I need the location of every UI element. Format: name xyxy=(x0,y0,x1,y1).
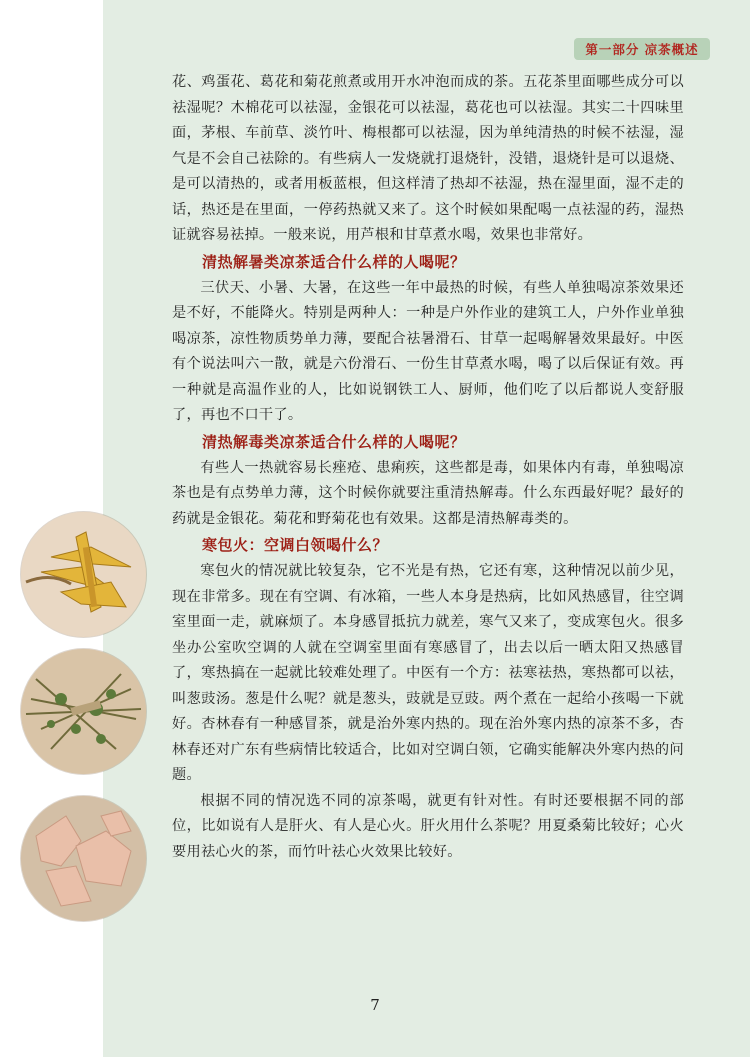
heading-heat-summer-tea: 清热解暑类凉茶适合什么样的人喝呢？ xyxy=(202,252,466,271)
heading-cold-wrap-fire: 寒包火：空调白领喝什么？ xyxy=(202,536,389,554)
paragraph-five-flower-tea: 花、鸡蛋花、葛花和菊花煎煮或用开水冲泡而成的茶。五花茶里面哪些成分可以祛湿呢？木棉花可以祛湿，金银花可以祛湿，葛花也可以祛湿。其实二十四味里面，茅根、车前草、淡竹叶、梅根都可以祛湿，因为单纯清热的时候不祛湿，湿气是不会自己祛除的。有些病人一发烧就打退烧针，没错，退烧针是可以退烧、是可以清热的，或者用板蓝根，但这样清了热却不祛湿，热在湿里面，湿不走的话，热还是在里面，一停药热就又来了。这个时候如果配喝一点祛湿的药，湿热证就容易祛掉。一般来说，用芦根和甘草煮水喝，效果也非常好。 xyxy=(172,74,684,243)
paragraph-targeted-tea: 根据不同的情况选不同的凉茶喝，就更有针对性。有时还要根据不同的部位，比如说有人是肝火、有人是心火。肝火用什么茶呢？用夏桑菊比较好；心火要用祛心火的茶，而竹叶祛心火效果比较好。 xyxy=(172,792,684,860)
paragraph-summer-heat: 三伏天、小暑、大暑，在这些一年中最热的时候，有些人单独喝凉茶效果还是不好，不能降火。特别是两种人：一种是户外作业的建筑工人，户外作业单独喝凉茶，凉性物质势单力薄，要配合祛暑滑石、甘草一起喝解暑效果最好。中医有个说法叫六一散，就是六份滑石、一份生甘草煮水喝，喝了以后保证有效。再一种就是高温作业的人，比如说钢铁工人、厨师，他们吃了以后都说人变舒服了，再也不口干了。 xyxy=(172,279,684,423)
paragraph-heat-toxin: 有些人一热就容易长痤疮、患痢疾，这些都是毒，如果体内有毒，单独喝凉茶也是有点势单力薄，这个时候你就要注重清热解毒。什么东西最好呢？最好的药就是金银花。菊花和野菊花也有效果。这都是清热解毒类的。 xyxy=(172,459,684,527)
herb-photo-yellow-root xyxy=(21,512,146,637)
article-body xyxy=(172,70,684,865)
page-number: 7 xyxy=(370,996,380,1014)
herb-photo-pale-root xyxy=(21,796,146,921)
herb-photo-dried-stems xyxy=(21,649,146,774)
section-tab: 第一部分 凉茶概述 xyxy=(574,38,710,60)
heading-heat-toxin-tea: 清热解毒类凉茶适合什么样的人喝呢？ xyxy=(202,432,466,451)
paragraph-cold-wrap-fire: 寒包火的情况就比较复杂，它不光是有热，它还有寒，这种情况以前少见，现在非常多。现在有空调、有冰箱，一些人本身是热病，比如风热感冒，往空调室里面一走，就麻烦了。本身感冒抵抗力就差，寒气又来了，变成寒包火。很多坐办公室吹空调的人就在空调室里面有寒感冒了，出去以后一晒太阳又热感冒了，寒热搞在一起就比较难处理了。中医有一个方：祛寒祛热，寒热都可以祛，叫葱豉汤。葱是什么呢？就是葱头，豉就是豆豉。两个煮在一起给小孩喝一下就好。杏林春有一种感冒茶，就是治外寒内热的。现在治外寒内热的凉茶不多，杏林春还对广东有些病情比较适合，比如对空调白领，它确实能解决外寒内热的问题。 xyxy=(172,563,684,783)
